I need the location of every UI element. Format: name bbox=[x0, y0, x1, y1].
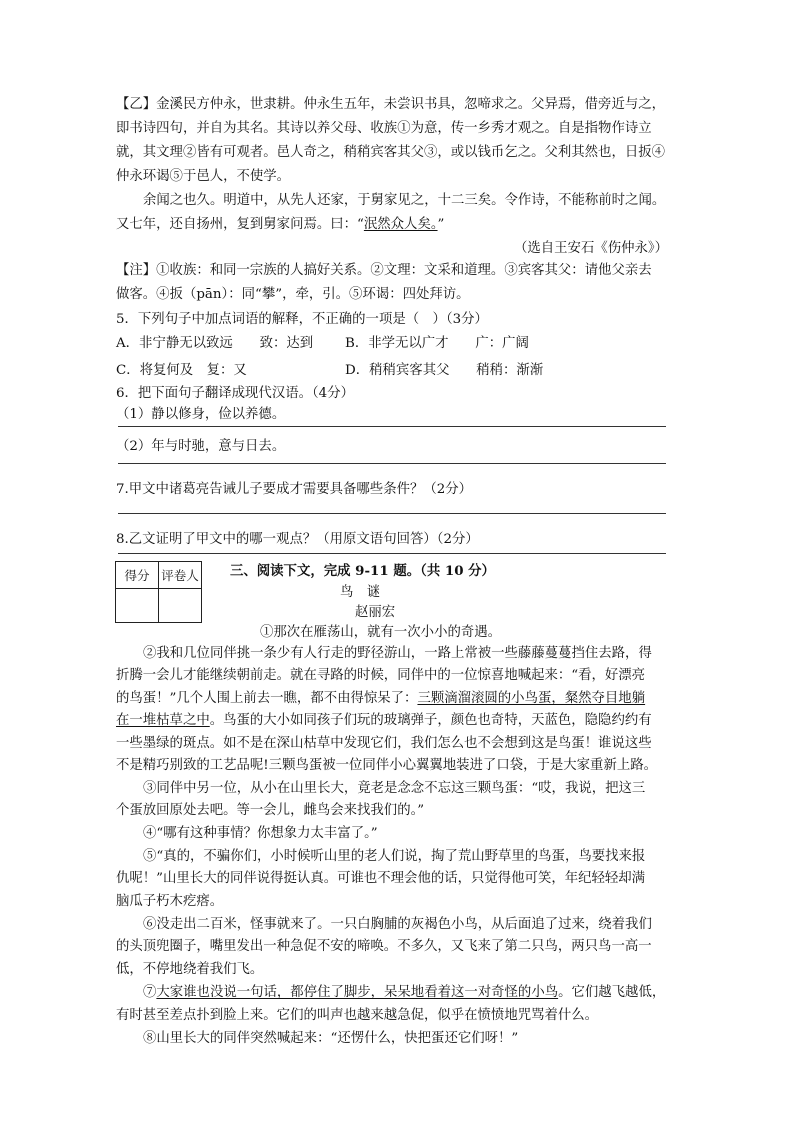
story-line: 有时甚至差点扑到脸上来。它们的叫声也越来越急促，似乎在愤愤地咒骂着什么。 bbox=[116, 1008, 599, 1023]
story-text: ⑦ bbox=[143, 985, 157, 1000]
passage-b-line: 即书诗四句，并自为其名。其诗以养父母、收族①为意，传一乡秀才观之。自是指物作诗立 bbox=[116, 121, 652, 136]
passage-b-line: 仲永环谒⑤于邑人，不使学。 bbox=[116, 169, 291, 184]
score-cell[interactable] bbox=[116, 589, 159, 623]
story-line bbox=[116, 712, 652, 730]
underlined-sentence: 三颗滴溜滚圆的小鸟蛋，粲然夺目地躺 bbox=[417, 691, 646, 706]
score-table bbox=[115, 561, 202, 623]
story-line: 低，不停地绕着我们飞。 bbox=[116, 962, 264, 977]
question-5-stem: 5．下列句子中加点词语的解释，不正确的一项是（ ）（3分） bbox=[116, 312, 488, 327]
story-paragraph-1: ①那次在雁荡山，就有一次小小的奇遇。 bbox=[260, 625, 502, 640]
story-line: ②我和几位同伴挑一条少有人行走的野径游山，一路上常被一些藤藤蔓蔓挡住去路，得 bbox=[143, 646, 652, 661]
score-label: 得分 bbox=[116, 562, 159, 589]
answer-line[interactable] bbox=[118, 513, 666, 514]
question-5-option-a: A．非宁静无以致远 致：达到 bbox=[116, 336, 314, 351]
story-line: 折腾一会儿才能继续朝前走。就在寻路的时候，同伴中的一位惊喜地喊起来：“看，好漂亮 bbox=[116, 668, 646, 683]
story-title: 鸟 谜 bbox=[340, 585, 381, 600]
story-line: ④“哪有这种事情？你想象力太丰富了。” bbox=[143, 826, 378, 841]
answer-line[interactable] bbox=[118, 553, 666, 554]
note-line: 做客。④扳（pān）：同“攀”，牵，引。⑤环谒：四处拜访。 bbox=[116, 287, 470, 302]
passage-b-line: 就，其文理②皆有可观者。邑人奇之，稍稍宾客其父③，或以钱币乞之。父利其然也，日扳④ bbox=[116, 145, 666, 160]
story-line: 的头顶兜圈子，嘴里发出一种急促不安的啼唤。不多久，又飞来了第二只鸟，两只鸟一高一 bbox=[116, 939, 652, 954]
story-text: 。它们越飞越低， bbox=[558, 985, 666, 1000]
underlined-quote: 泯然众人矣。 bbox=[363, 217, 438, 232]
story-line bbox=[143, 984, 665, 1002]
passage-b-line: 【乙】金溪民方仲永，世隶耕。仲永生五年，未尝识书具，忽啼求之。父异焉，借旁近与之， bbox=[116, 97, 666, 112]
underlined-sentence: 大家谁也没说一句话，都停住了脚步，呆呆地看着这一对奇怪的小鸟 bbox=[156, 985, 559, 1000]
story-line: ⑧山里长大的同伴突然喊起来：“还愣什么，快把蛋还它们呀！” bbox=[143, 1031, 519, 1046]
passage-b-text: ” bbox=[437, 217, 445, 232]
question-7: 7.甲文中诸葛亮告诫儿子要成才需要具备哪些条件？（2分） bbox=[116, 482, 473, 497]
question-5-option-c: C．将复何及 复：又 bbox=[116, 363, 247, 378]
story-line: ③同伴中另一位，从小在山里长大，竟老是念念不忘这三颗鸟蛋：“哎，我说，把这三 bbox=[143, 781, 646, 796]
story-line: 仇呢！”山里长大的同伴说得挺认真。可谁也不理会他的话，只觉得他可笑，年纪轻轻却满 bbox=[116, 871, 646, 886]
story-line bbox=[116, 690, 645, 708]
answer-line[interactable] bbox=[118, 426, 666, 427]
question-5-option-d: D．稍稍宾客其父 稍稍：渐渐 bbox=[345, 363, 544, 378]
underlined-sentence: 在一堆枯草之中 bbox=[116, 713, 210, 728]
grader-cell[interactable] bbox=[159, 589, 202, 623]
passage-b-line: 余闻之也久。明道中，从先人还家，于舅家见之，十二三矣。令作诗，不能称前时之闻。 bbox=[143, 193, 666, 208]
story-line: 脑瓜子朽木疙瘩。 bbox=[116, 894, 224, 909]
story-line: ⑥没走出二百米，怪事就来了。一只白胸脯的灰褐色小鸟，从后面追了过来，绕着我们 bbox=[143, 917, 652, 932]
passage-b-line bbox=[116, 216, 444, 234]
question-6-sentence-1: （1）静以修身，俭以养德。 bbox=[116, 407, 286, 422]
answer-line[interactable] bbox=[118, 463, 666, 464]
story-line: 一些墨绿的斑点。如不是在深山枯草中发现它们，我们怎么也不会想到这是鸟蛋！谁说这些 bbox=[116, 736, 652, 751]
question-8: 8.乙文证明了甲文中的哪一观点？（用原文语句回答）（2分） bbox=[116, 532, 479, 547]
grader-label: 评卷人 bbox=[159, 562, 202, 589]
story-author: 赵丽宏 bbox=[355, 605, 396, 620]
story-text: 的鸟蛋！”几个人围上前去一瞧，都不由得惊呆了： bbox=[116, 691, 418, 706]
story-text: 。鸟蛋的大小如同孩子们玩的玻璃弹子，颜色也奇特，天蓝色，隐隐约约有 bbox=[209, 713, 652, 728]
story-line: 不是精巧别致的工艺品呢!三颗鸟蛋被一位同伴小心翼翼地装进了口袋，于是大家重新上路。 bbox=[116, 758, 658, 773]
story-line: 个蛋放回原处去吧。等一会儿，雌鸟会来找我们的。” bbox=[116, 803, 425, 818]
passage-b-text: 又七年，还自扬州，复到舅家问焉。曰：“ bbox=[116, 217, 364, 232]
question-6-stem: 6．把下面句子翻译成现代汉语。（4分） bbox=[116, 386, 354, 401]
question-5-option-b: B．非学无以广才 广：广阔 bbox=[345, 336, 529, 351]
section-3-header: 三、阅读下文，完成 9-11 题。（共 10 分） bbox=[230, 563, 495, 579]
note-line: 【注】①收族：和同一宗族的人搞好关系。②文理：文采和道理。③宾客其父：请他父亲去 bbox=[116, 263, 652, 278]
story-line: ⑤“真的，不骗你们，小时候听山里的老人们说，掏了荒山野草里的鸟蛋，鸟要找来报 bbox=[143, 849, 646, 864]
source-citation: （选自王安石《伤仲永》） bbox=[514, 241, 668, 256]
question-6-sentence-2: （2）年与时驰，意与日去。 bbox=[116, 439, 286, 454]
